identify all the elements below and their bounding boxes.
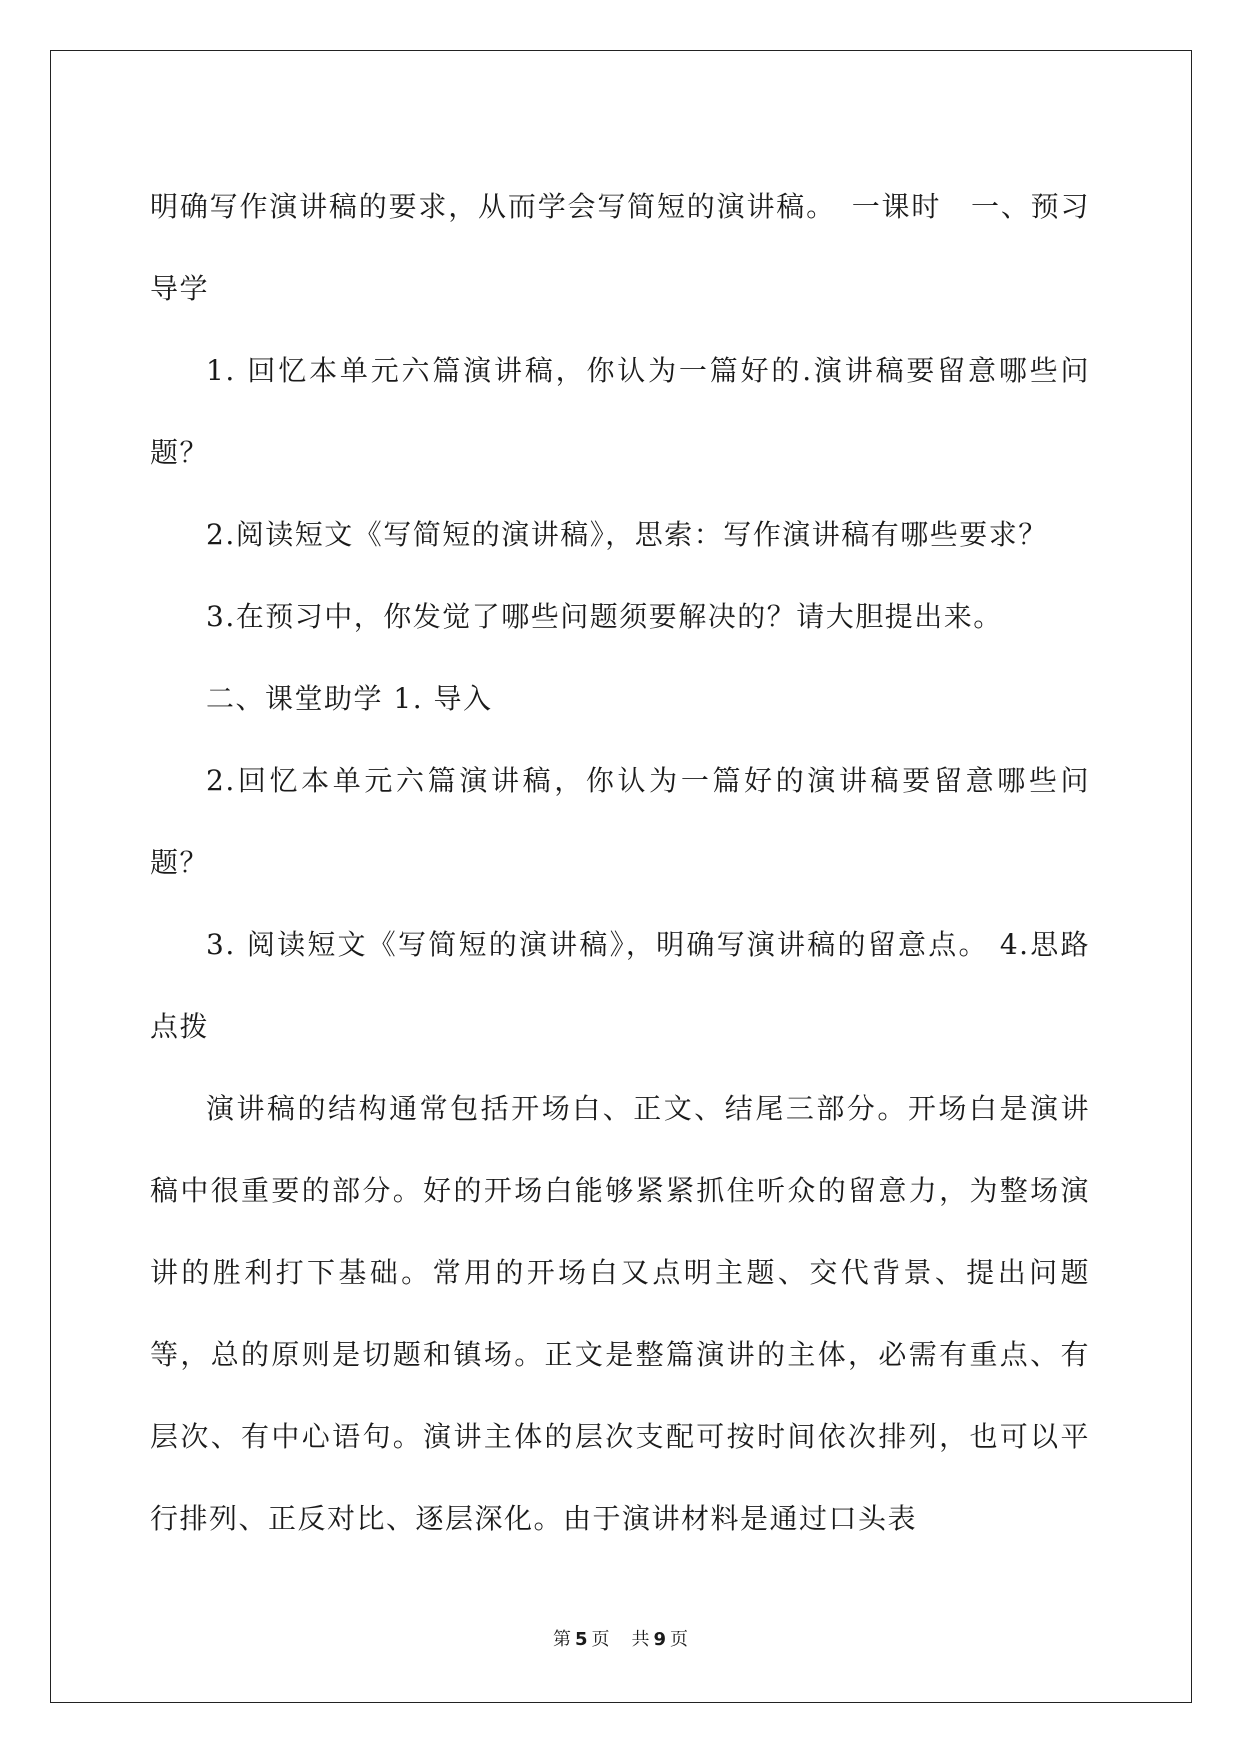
paragraph: 2.阅读短文《写简短的演讲稿》，思索：写作演讲稿有哪些要求？ — [206, 518, 1048, 551]
footer-prefix: 第 — [552, 1629, 571, 1650]
total-pages-number: 9 — [653, 1629, 667, 1650]
footer-total-prefix: 共 — [631, 1629, 650, 1650]
current-page-number: 5 — [574, 1629, 588, 1650]
paragraph: 演讲稿的结构通常包括开场白、正文、结尾三部分。开场白是演讲稿中很重要的部分。好的开场白能够紧紧抓住听众的留意力，为整场演讲的胜利打下基础。常用的开场白又点明主题、交代背景、提出问题等，总的原则是切题和镇场。正文是整篇演讲的主体，必需有重点、有层次、有中心语句。演讲主体的层次支配可按时间依次排列，也可以平行排列、正反对比、逐层深化。由于演讲材料是通过口头表 — [150, 1092, 1090, 1535]
paragraph: 明确写作演讲稿的要求，从而学会写简短的演讲稿。 一课时 一、预习导学 — [150, 190, 1090, 305]
paragraph: 3. 阅读短文《写简短的演讲稿》，明确写演讲稿的留意点。 4.思路点拨 — [150, 928, 1090, 1043]
paragraph: 3.在预习中，你发觉了哪些问题须要解决的？请大胆提出来。 — [206, 600, 1003, 633]
paragraph: 2.回忆本单元六篇演讲稿，你认为一篇好的演讲稿要留意哪些问题？ — [150, 764, 1090, 879]
page-footer — [0, 1625, 1241, 1651]
paragraph: 二、课堂助学 1. 导入 — [206, 682, 493, 715]
document-body — [150, 166, 1090, 1560]
paragraph: 1. 回忆本单元六篇演讲稿，你认为一篇好的.演讲稿要留意哪些问题？ — [150, 354, 1090, 469]
footer-page-suffix: 页 — [591, 1629, 610, 1650]
footer-total-suffix: 页 — [670, 1629, 689, 1650]
